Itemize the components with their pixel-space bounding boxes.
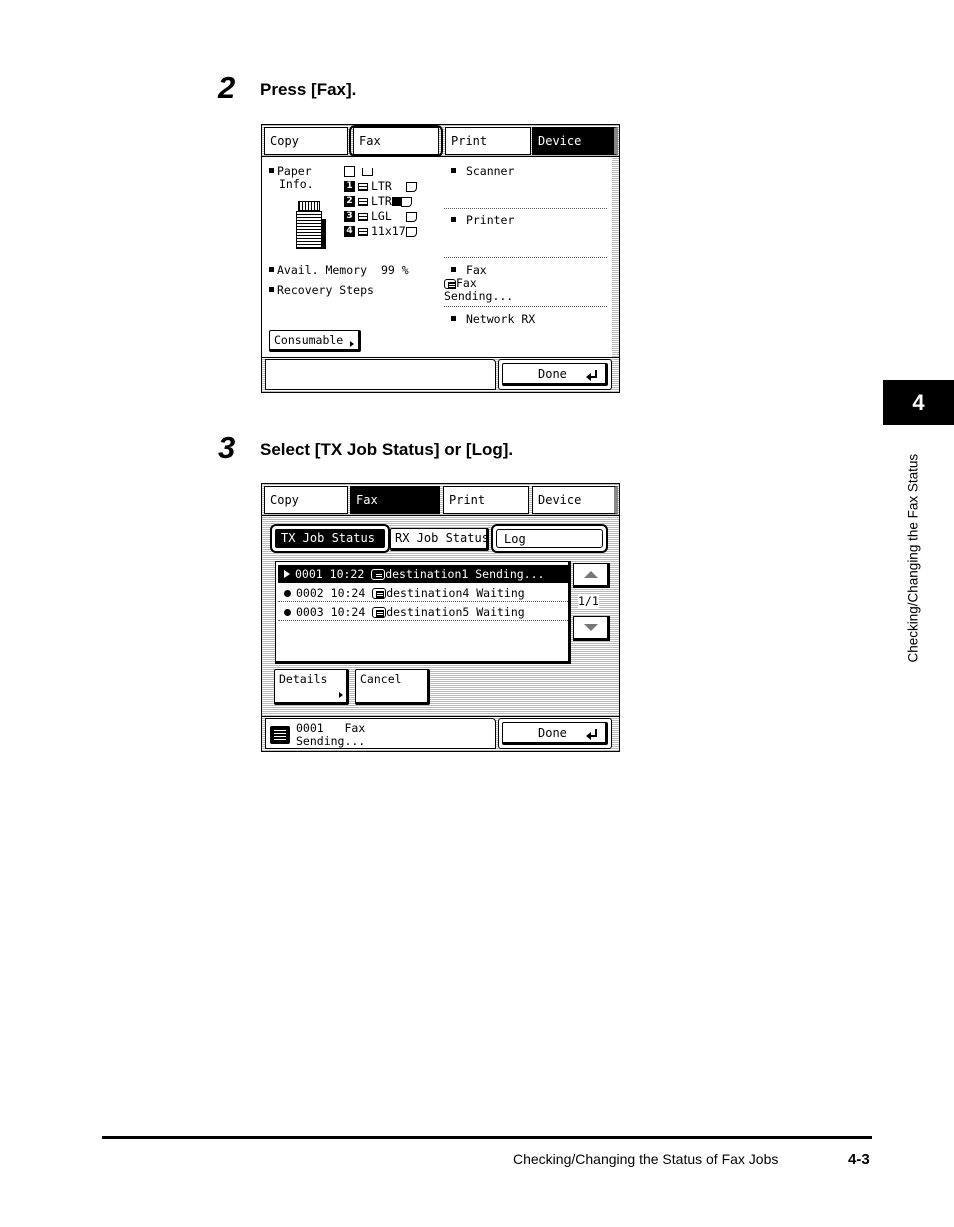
done-button[interactable]: Done [502,722,608,745]
tray-3: 3 LGL [344,210,417,223]
tray-2: 2 LTR [344,195,412,208]
fax-status: Fax [450,264,487,277]
job-list [275,561,571,664]
fax-sending: Sending... [444,289,514,303]
fax-status-line: Fax [444,277,477,290]
bullet-icon [269,267,274,272]
tab-rx-job-status[interactable]: RX Job Status [390,528,489,551]
chapter-tab: 4 [883,380,954,425]
tray-icon [358,228,368,236]
tab-log[interactable]: Log [496,529,603,548]
bullet-icon [269,168,274,173]
bypass-icon [344,166,355,177]
tab-device[interactable]: Device [532,127,618,155]
done-button-frame [498,359,612,390]
footer-title: Checking/Changing the Status of Fax Jobs [513,1151,779,1167]
tab-bar [262,484,619,516]
copier-icon [296,201,326,251]
enter-icon [589,729,597,737]
arrow-up-icon [584,571,598,578]
tab-copy[interactable]: Copy [264,127,348,155]
bullet-icon [269,287,274,292]
page-number: 4-3 [848,1151,870,1168]
bullet-icon [451,168,456,173]
tab-device[interactable]: Device [532,486,618,514]
chapter-label: Checking/Changing the Fax Status [905,453,921,663]
memory-label: Avail. Memory [268,264,367,277]
divider [444,208,607,209]
tab-fax[interactable]: Fax [350,486,440,514]
tray-4: 4 11x17 [344,225,417,238]
tx-job-status-highlight [270,524,390,553]
memory-value: 99 % [381,263,409,277]
fax-icon [372,607,386,618]
tray-bypass [344,165,373,178]
device-screen [261,124,620,393]
tray-1: 1 LTR [344,180,417,193]
details-button[interactable]: Details [274,669,349,705]
paper-label: Paper [268,165,312,178]
step-number: 2 [218,70,236,105]
enter-icon [589,370,597,378]
status-text: Sending... [296,734,366,748]
fax-icon [372,588,386,599]
divider [444,257,607,258]
status-message-area [265,359,496,390]
tray-icon [358,213,368,221]
fax-job-screen [261,483,620,752]
status-job: 0001 Fax [296,721,366,735]
log-highlight [491,524,608,553]
fax-job-icon [270,726,290,744]
scanner-status: Scanner [450,165,514,178]
tray-icon [358,183,368,191]
fax-tab-highlight [349,125,443,157]
arrow-right-icon [350,341,354,347]
arrow-right-icon [284,570,290,578]
paper-icon [406,227,417,237]
paper-icon [406,212,417,222]
network-rx-status: Network RX [450,313,535,326]
paper-icon [406,182,417,192]
tab-fax[interactable]: Fax [353,127,439,155]
done-button-frame [498,718,612,749]
scroll-edge [612,157,619,357]
recovery-steps[interactable]: Recovery Steps [268,284,374,297]
footer-rule [102,1136,872,1139]
tray-icon [358,198,368,206]
fax-icon [444,279,456,289]
scroll-up-button[interactable] [573,563,610,588]
arrow-down-icon [584,624,598,631]
step-instruction: Select [TX Job Status] or [Log]. [260,440,514,459]
waiting-icon [284,609,291,616]
recycled-icon [392,197,401,206]
page-indicator: 1/1 [578,594,599,608]
bullet-icon [451,267,456,272]
printer-status: Printer [450,214,514,227]
job-row[interactable]: 0003 10:24 destination5 Waiting [278,603,568,621]
paper-icon [401,197,412,207]
cancel-button[interactable]: Cancel [355,669,430,705]
step-instruction: Press [Fax]. [260,80,357,99]
done-button[interactable]: Done [502,363,608,386]
consumable-button[interactable]: Consumable [269,330,361,352]
tab-print[interactable]: Print [445,127,531,155]
fax-icon [371,569,385,580]
paper-icon [362,168,373,176]
divider [444,306,607,307]
bullet-icon [451,217,456,222]
tab-print[interactable]: Print [443,486,529,514]
bullet-icon [451,316,456,321]
waiting-icon [284,590,291,597]
arrow-right-icon [339,692,343,698]
tab-tx-job-status[interactable]: TX Job Status [275,529,385,548]
job-row[interactable]: 0001 10:22 destination1 Sending... [278,565,568,583]
tab-copy[interactable]: Copy [264,486,348,514]
scroll-down-button[interactable] [573,616,610,641]
info-label: Info. [279,177,314,191]
status-message-area [265,718,496,749]
step-number: 3 [218,430,236,465]
job-row[interactable]: 0002 10:24 destination4 Waiting [278,584,568,602]
